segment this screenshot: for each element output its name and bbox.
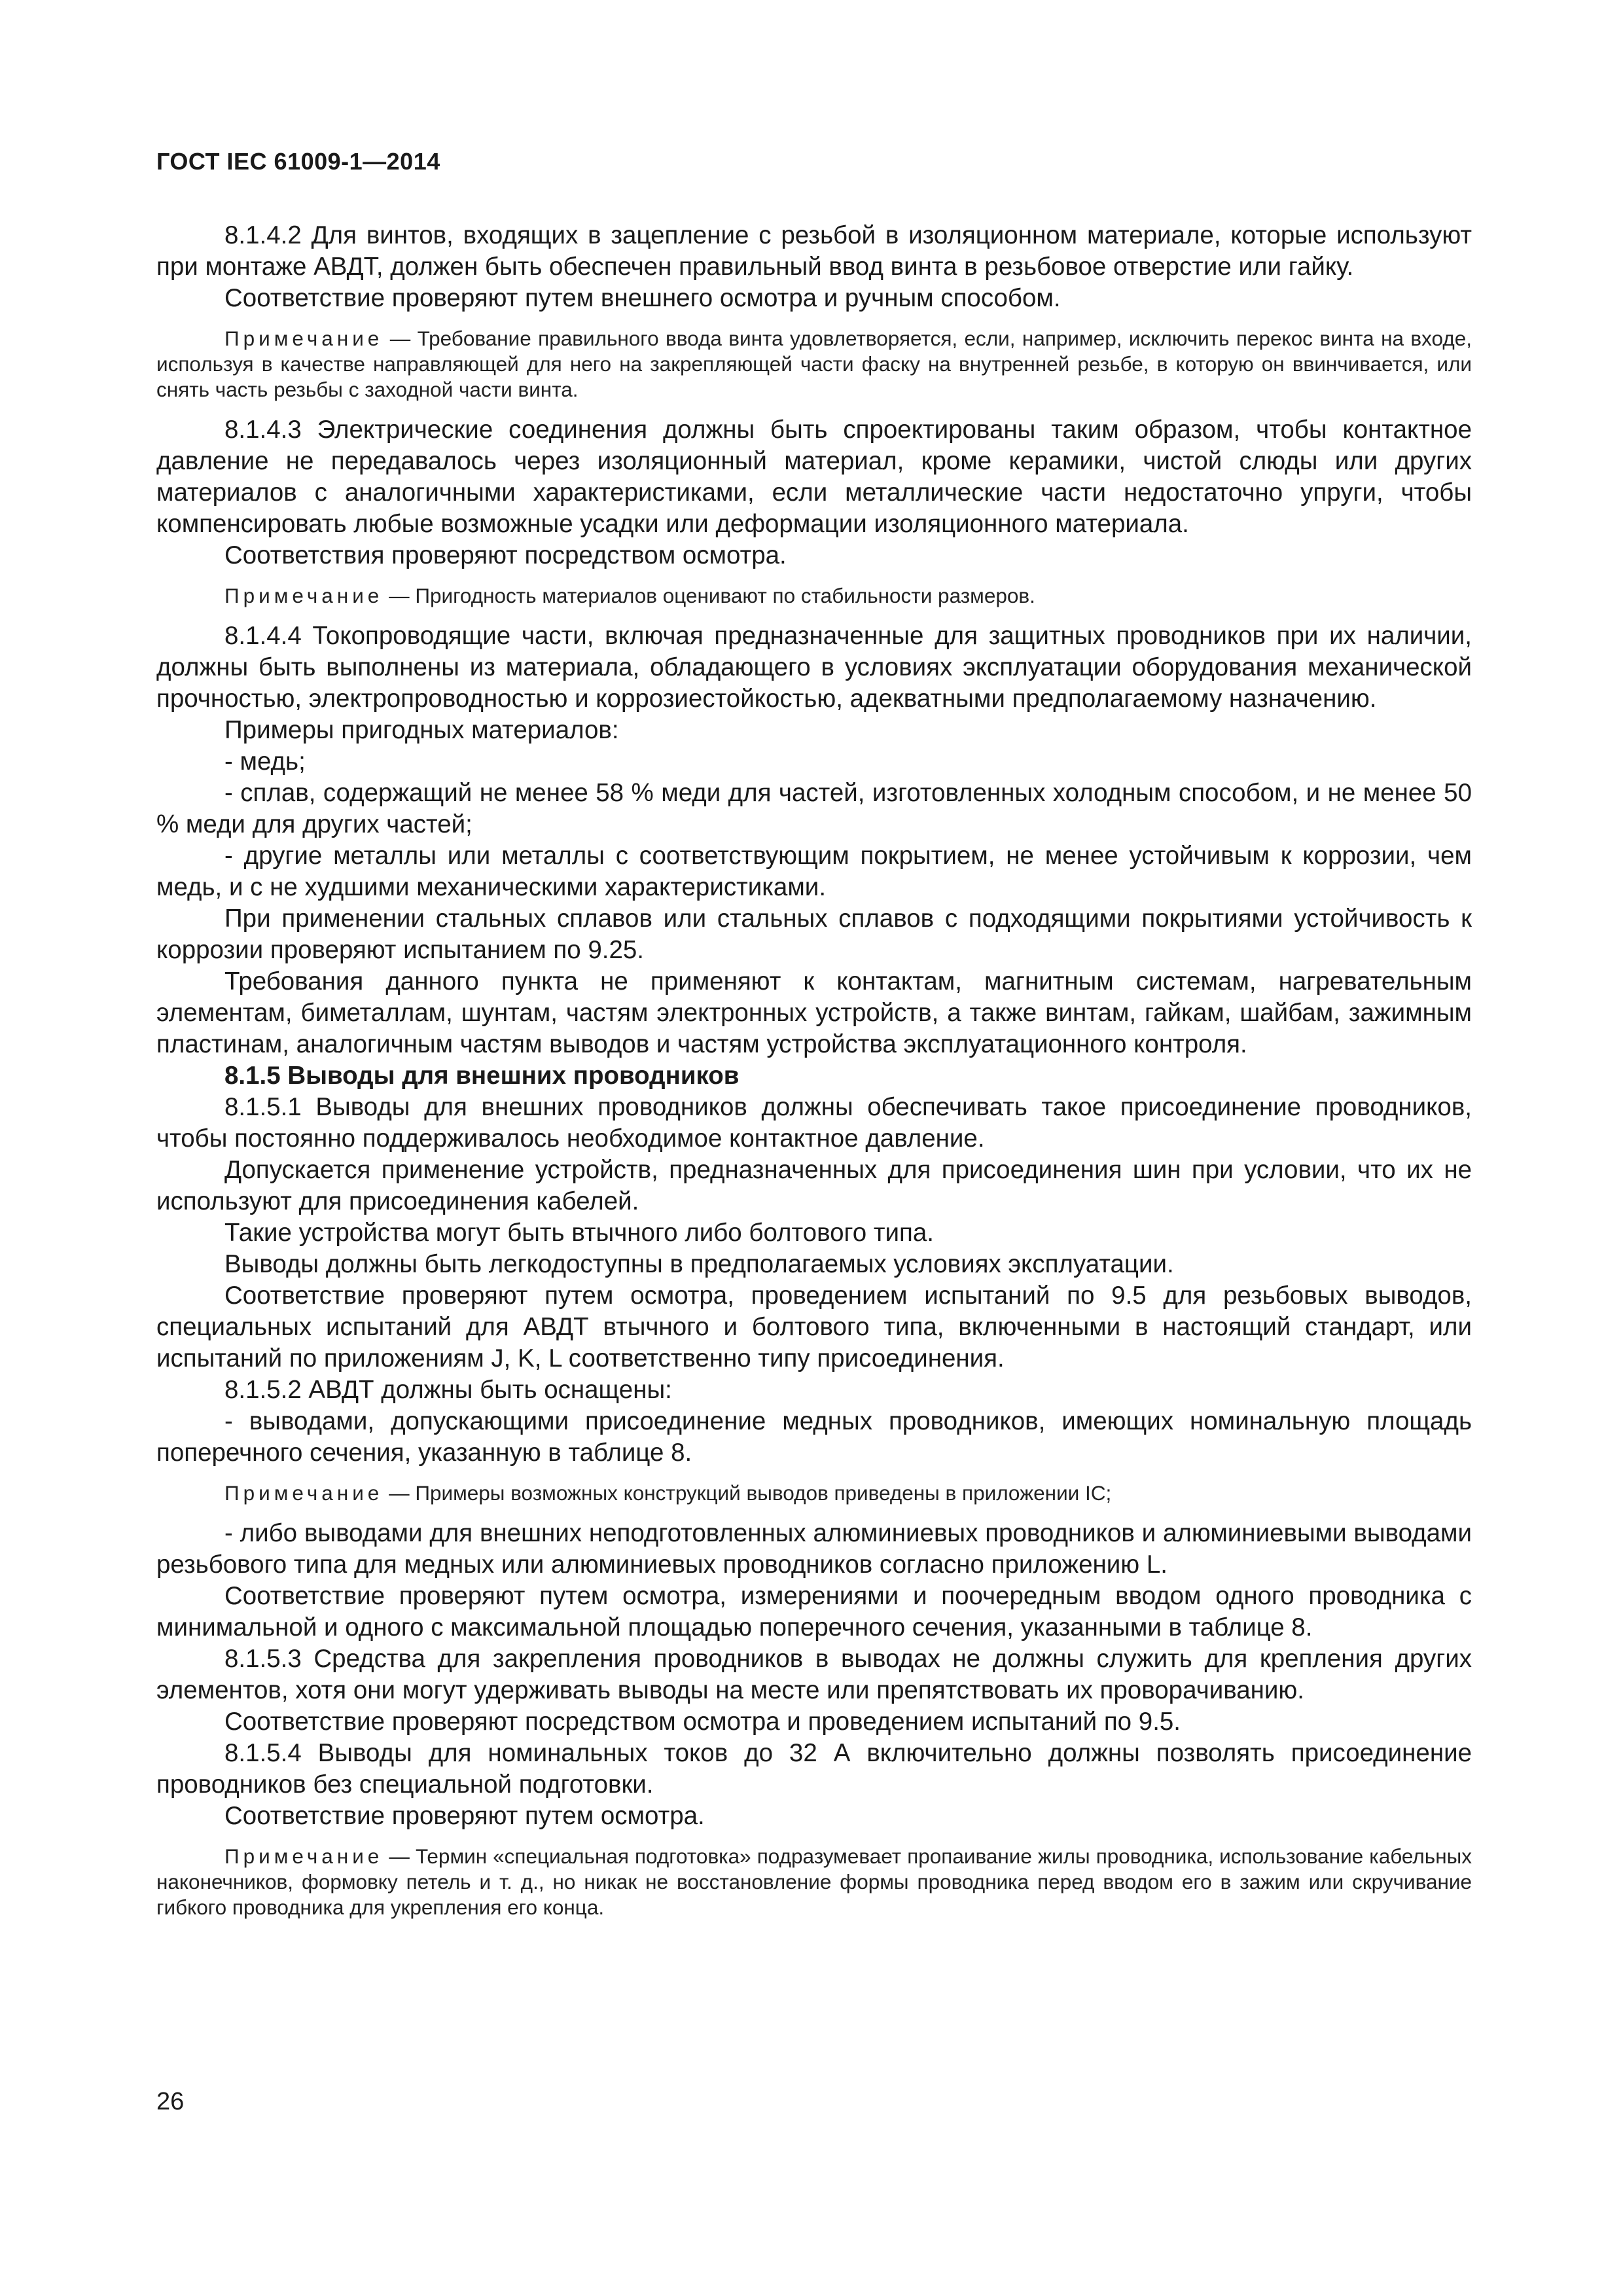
paragraph: 8.1.4.3 Электрические соединения должны быть спроектированы таким образом, чтобы контактное давление не передавалось через изоляционный материал, кроме керамики, чистой слюды или других материалов с аналогичными характеристиками, если металлические части недостаточно упруги, чтобы компенсировать любые возможные усадки или деформации изоляционного материала. [156,416,1472,538]
paragraph: Соответствие проверяют посредством осмотра и проведением испытаний по 9.5. [224,1708,1181,1736]
note-label: Примечание [224,584,383,607]
paragraph: 8.1.4.4 Токопроводящие части, включая предназначенные для защитных проводников при их наличии, должны быть выполнены из материала, обладающего в условиях эксплуатации оборудования механической прочностью, электропроводностью и коррозиестойкостью, адекватными предполагаемому назначению. [156,622,1472,713]
note-label: Примечание [224,1844,383,1868]
note-text: — Пригодность материалов оценивают по стабильности размеров. [383,584,1035,607]
page-number: 26 [156,2088,185,2115]
note-text: — Примеры возможных конструкций выводов приведены в приложении IC; [383,1481,1112,1505]
note [156,1480,1472,1506]
paragraph: Соответствие проверяют путем осмотра, проведением испытаний по 9.5 для резьбовых выводов, специальных испытаний для АВДТ втычного и болтового типа, включенными в настоящий стандарт, или испытаний по приложениям J, K, L соответственно типу присоединения. [156,1282,1472,1372]
document-header: ГОСТ IEC 61009-1—2014 [156,148,440,175]
section-heading: 8.1.5 Выводы для внешних проводников [224,1062,740,1090]
paragraph: - медь; [224,747,306,776]
paragraph: 8.1.4.2 Для винтов, входящих в зацепление с резьбой в изоляционном материале, которые используют при монтаже АВДТ, должен быть обеспечен правильный ввод винта в резьбовое отверстие или гайку. [156,221,1472,281]
paragraph: Соответствия проверяют посредством осмотра. [224,541,787,569]
paragraph: Соответствие проверяют путем внешнего осмотра и ручным способом. [224,284,1061,312]
paragraph: - выводами, допускающими присоединение медных проводников, имеющих номинальную площадь поперечного сечения, указанную в таблице 8. [156,1407,1472,1467]
note [156,1844,1472,1920]
paragraph: Выводы должны быть легкодоступны в предполагаемых условиях эксплуатации. [224,1250,1174,1278]
paragraph: - другие металлы или металлы с соответствующим покрытием, не менее устойчивым к коррозии, чем медь, и с не худшими механическими характеристиками. [156,842,1472,901]
paragraph: 8.1.5.4 Выводы для номинальных токов до 32 А включительно должны позволять присоединение проводников без специальной подготовки. [156,1739,1472,1799]
note [156,583,1472,609]
paragraph: - сплав, содержащий не менее 58 % меди для частей, изготовленных холодным способом, и не менее 50 % меди для других частей; [156,779,1472,838]
paragraph: Требования данного пункта не применяют к контактам, магнитным системам, нагревательным элементам, биметаллам, шунтам, частям электронных устройств, а также винтам, гайкам, шайбам, зажимным пластинам, аналогичным частям выводов и частям устройства эксплуатационного контроля. [156,967,1472,1058]
paragraph: - либо выводами для внешних неподготовленных алюминиевых проводников и алюминиевыми выводами резьбового типа для медных или алюминиевых проводников согласно приложению L. [156,1519,1472,1579]
paragraph: Допускается применение устройств, предназначенных для присоединения шин при условии, что их не используют для присоединения кабелей. [156,1156,1472,1215]
paragraph: Примеры пригодных материалов: [224,716,619,744]
paragraph: При применении стальных сплавов или стальных сплавов с подходящими покрытиями устойчивость к коррозии проверяют испытанием по 9.25. [156,905,1472,964]
paragraph: 8.1.5.3 Средства для закрепления проводников в выводах не должны служить для крепления других элементов, хотя они могут удерживать выводы на месте или препятствовать их проворачиванию. [156,1645,1472,1704]
paragraph: 8.1.5.2 АВДТ должны быть оснащены: [224,1376,672,1404]
note-text: — Термин «специальная подготовка» подразумевает пропаивание жилы проводника, использование кабельных наконечников, формовку петель и т. д., но никак не восстановление формы проводника перед вводом его в зажим или скручивание гибкого проводника для укрепления его конца. [156,1844,1472,1919]
note-text: — Требование правильного ввода винта удовлетворяется, если, например, исключить перекос винта на входе, используя в качестве направляющей для него на закрепляющей части фаску на внутренней резьбе, в которую он ввинчивается, или снять часть резьбы с заходной части винта. [156,327,1472,401]
note [156,326,1472,403]
note-label: Примечание [224,1481,383,1505]
paragraph: Такие устройства могут быть втычного либо болтового типа. [224,1219,934,1247]
paragraph: 8.1.5.1 Выводы для внешних проводников должны обеспечивать такое присоединение проводников, чтобы постоянно поддерживалось необходимое контактное давление. [156,1093,1472,1153]
document-body [156,220,1472,1932]
note-label: Примечание [224,327,383,350]
paragraph: Соответствие проверяют путем осмотра, измерениями и поочередным вводом одного проводника с минимальной и одного с максимальной площадью поперечного сечения, указанными в таблице 8. [156,1582,1472,1641]
paragraph: Соответствие проверяют путем осмотра. [224,1802,705,1830]
